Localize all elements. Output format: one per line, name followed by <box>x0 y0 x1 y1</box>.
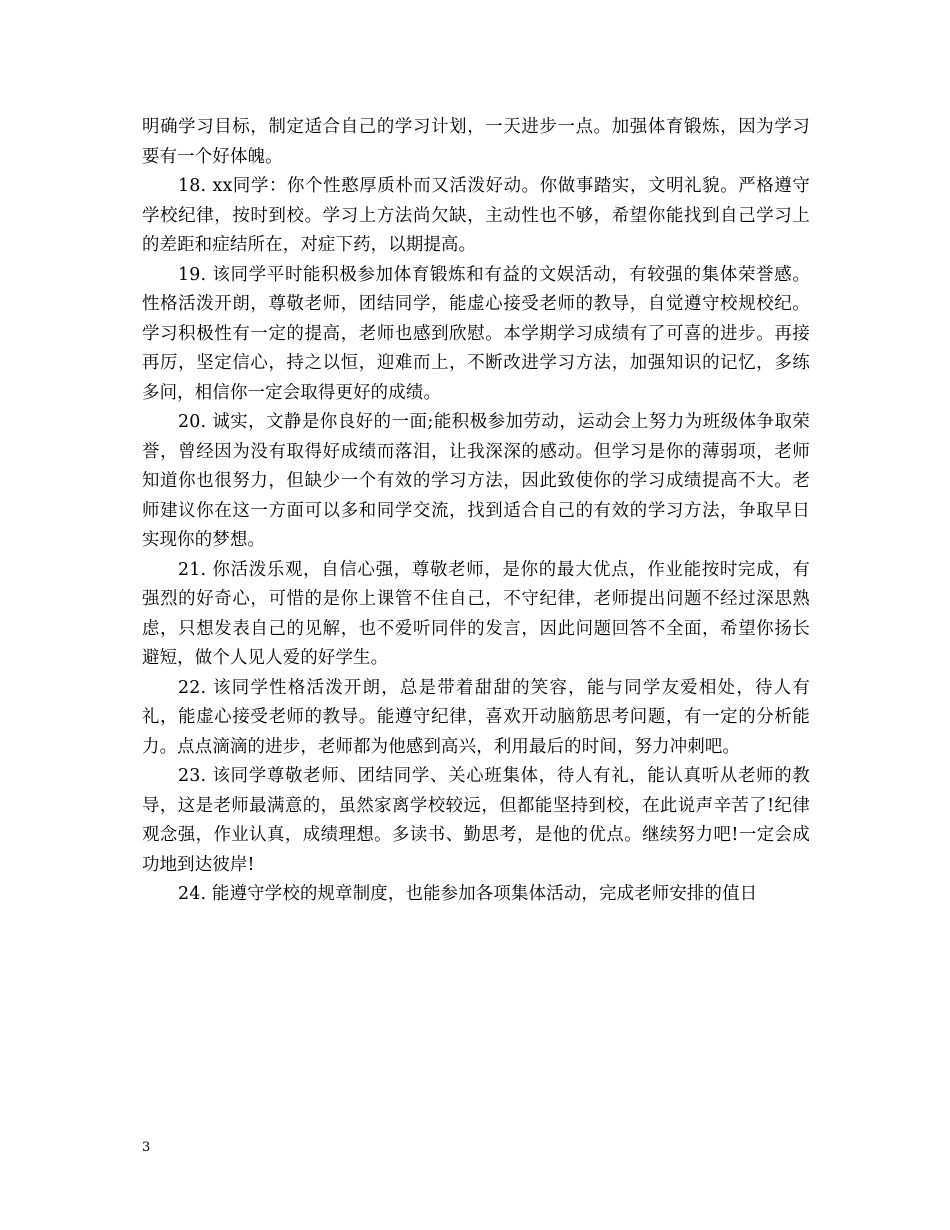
document-body <box>142 113 810 910</box>
paragraph-2: 18. xx同学：你个性憨厚质朴而又活泼好动。你做事踏实，文明礼貌。严格遵守学校纪律，按时到校。学习上方法尚欠缺，主动性也不够，希望你能找到自己学习上的差距和症结所在，对症下药，以期提高。 <box>142 176 810 255</box>
paragraph-3: 19. 该同学平时能积极参加体育锻炼和有益的文娱活动，有较强的集体荣誉感。性格活泼开朗，尊敬老师，团结同学，能虚心接受老师的教导，自觉遵守校规校纪。学习积极性有一定的提高，老师也感到欣慰。本学期学习成绩有了可喜的进步。再接再厉，坚定信心，持之以恒，迎难而上，不断改进学习方法，加强知识的记忆，多练多问，相信你一定会取得更好的成绩。 <box>142 264 810 403</box>
page-number: 3 <box>142 1140 151 1155</box>
paragraph-8: 24. 能遵守学校的规章制度，也能参加各项集体活动，完成老师安排的值日 <box>178 884 758 904</box>
paragraph-4: 20. 诚实，文静是你良好的一面;能积极参加劳动，运动会上努力为班级体争取荣誉，曾经因为没有取得好成绩而落泪，让我深深的感动。但学习是你的薄弱项，老师知道你也很努力，但缺少一个有效的学习方法，因此致使你的学习成绩提高不大。老师建议你在这一方面可以多和同学交流，找到适合自己的有效的学习方法，争取早日实现你的梦想。 <box>142 412 810 550</box>
paragraph-1: 明确学习目标，制定适合自己的学习计划，一天进步一点。加强体育锻炼，因为学习要有一个好体魄。 <box>142 117 810 167</box>
paragraph-5: 21. 你活泼乐观，自信心强，尊敬老师，是你的最大优点，作业能按时完成，有强烈的好奇心，可惜的是你上课管不住自己，不守纪律，老师提出问题不经过深思熟虑，只想发表自己的见解，也不爱听同伴的发言，因此问题回答不全面，希望你扬长避短，做个人见人爱的好学生。 <box>142 559 810 668</box>
paragraph-7: 23. 该同学尊敬老师、团结同学、关心班集体，待人有礼，能认真听从老师的教导，这是老师最满意的，虽然家离学校较远，但都能坚持到校，在此说声辛苦了!纪律观念强，作业认真，成绩理想。多读书、勤思考，是他的优点。继续努力吧!一定会成功地到达彼岸! <box>142 766 810 875</box>
paragraph-6: 22. 该同学性格活泼开朗，总是带着甜甜的笑容，能与同学友爱相处，待人有礼，能虚心接受老师的教导。能遵守纪律，喜欢开动脑筋思考问题，有一定的分析能力。点点滴滴的进步，老师都为他感到高兴，利用最后的时间，努力冲刺吧。 <box>142 677 810 757</box>
